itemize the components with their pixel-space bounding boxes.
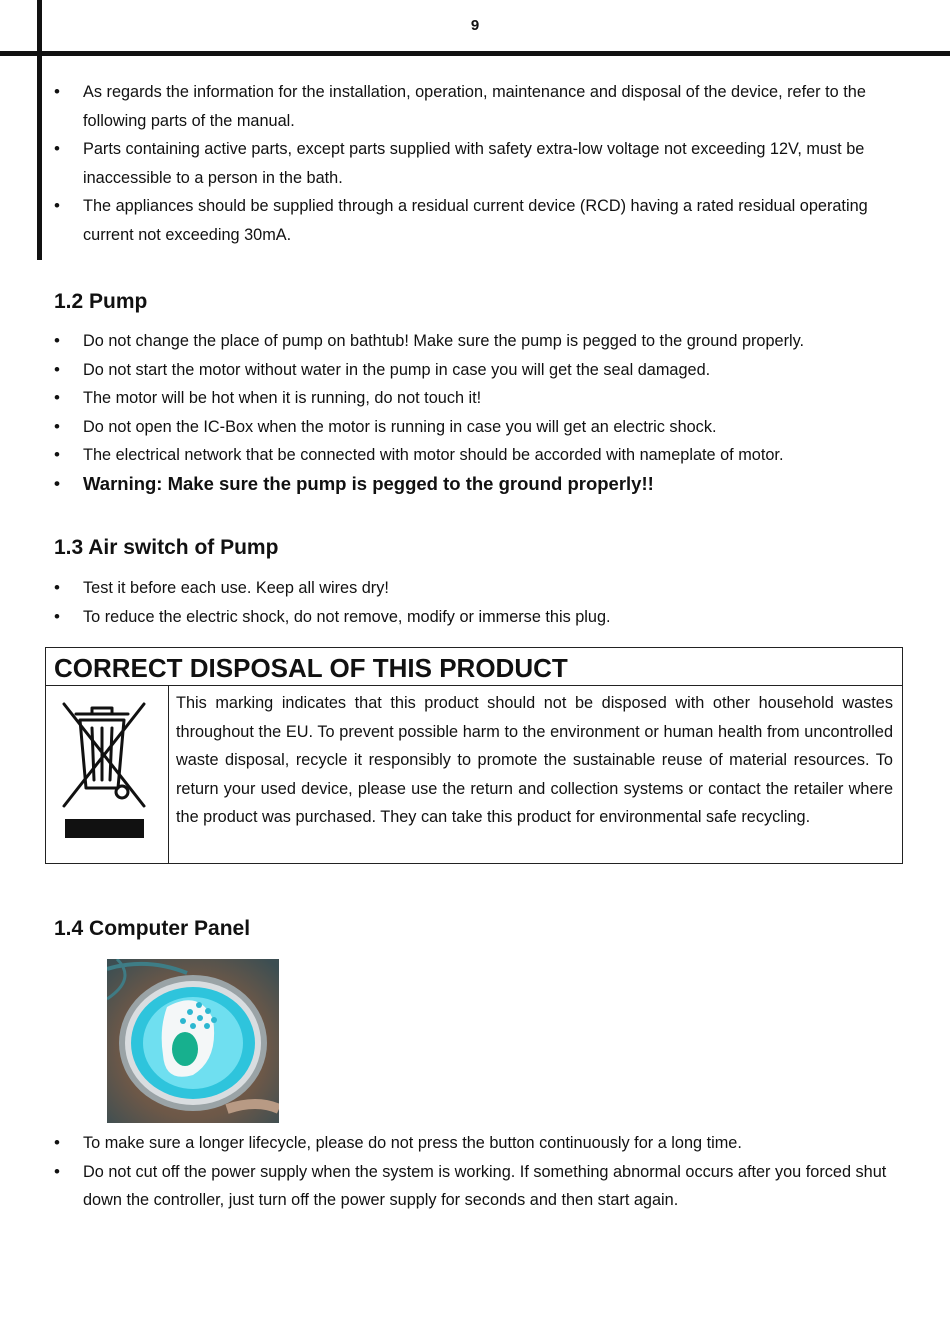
section-heading-air-switch: 1.3 Air switch of Pump xyxy=(54,536,279,559)
disposal-icon-cell xyxy=(46,686,169,863)
list-item: • The appliances should be supplied through a residual current device (RCD) having a rated residual operating current not exceeding 30mA. xyxy=(54,192,904,249)
list-item: • Test it before each use. Keep all wires dry! xyxy=(54,574,904,603)
header-rule xyxy=(0,51,950,56)
warning-item: • Warning: Make sure the pump is pegged to the ground properly!! xyxy=(54,470,904,499)
list-item: • To reduce the electric shock, do not remove, modify or immerse this plug. xyxy=(54,603,904,632)
page-number: 9 xyxy=(470,17,480,34)
list-item: • Do not start the motor without water in the pump in case you will get the seal damaged. xyxy=(54,356,904,385)
computer-panel-list xyxy=(54,1129,904,1215)
pump-list xyxy=(54,327,904,498)
computer-panel-photo xyxy=(107,959,279,1123)
list-item: • Parts containing active parts, except parts supplied with safety extra-low voltage not exceeding 12V, must be inaccessible to a person in the bath. xyxy=(54,135,904,192)
list-item: • Do not change the place of pump on bathtub! Make sure the pump is pegged to the ground properly. xyxy=(54,327,904,356)
intro-list xyxy=(54,78,904,249)
list-item: • The electrical network that be connected with motor should be accorded with nameplate of motor. xyxy=(54,441,904,470)
left-margin-rule xyxy=(37,0,42,260)
disposal-title: CORRECT DISPOSAL OF THIS PRODUCT xyxy=(46,648,902,686)
crossed-out-wheelie-bin-icon xyxy=(62,700,152,845)
list-item: • To make sure a longer lifecycle, please do not press the button continuously for a long time. xyxy=(54,1129,904,1158)
section-heading-pump: 1.2 Pump xyxy=(54,290,148,313)
list-item: • Do not open the IC-Box when the motor is running in case you will get an electric shock. xyxy=(54,413,904,442)
list-item: • As regards the information for the installation, operation, maintenance and disposal of the device, refer to the following parts of the manual. xyxy=(54,78,904,135)
list-item: • Do not cut off the power supply when the system is working. If something abnormal occurs after you forced shut down the controller, just turn off the power supply for seconds and then start again. xyxy=(54,1158,904,1215)
section-heading-computer-panel: 1.4 Computer Panel xyxy=(54,917,251,940)
disposal-row xyxy=(46,686,902,863)
disposal-notice-table xyxy=(45,647,903,864)
list-item: • The motor will be hot when it is running, do not touch it! xyxy=(54,384,904,413)
disposal-text: This marking indicates that this product should not be disposed with other household wastes throughout the EU. To prevent possible harm to the environment or human health from uncontrolled waste disposal, recycle it responsibly to promote the sustainable reuse of material resources. To return your used device, please use the return and collection systems or contact the retailer where the product was purchased. They can take this product for environmental safe recycling. xyxy=(176,694,893,827)
air-switch-list xyxy=(54,574,904,631)
